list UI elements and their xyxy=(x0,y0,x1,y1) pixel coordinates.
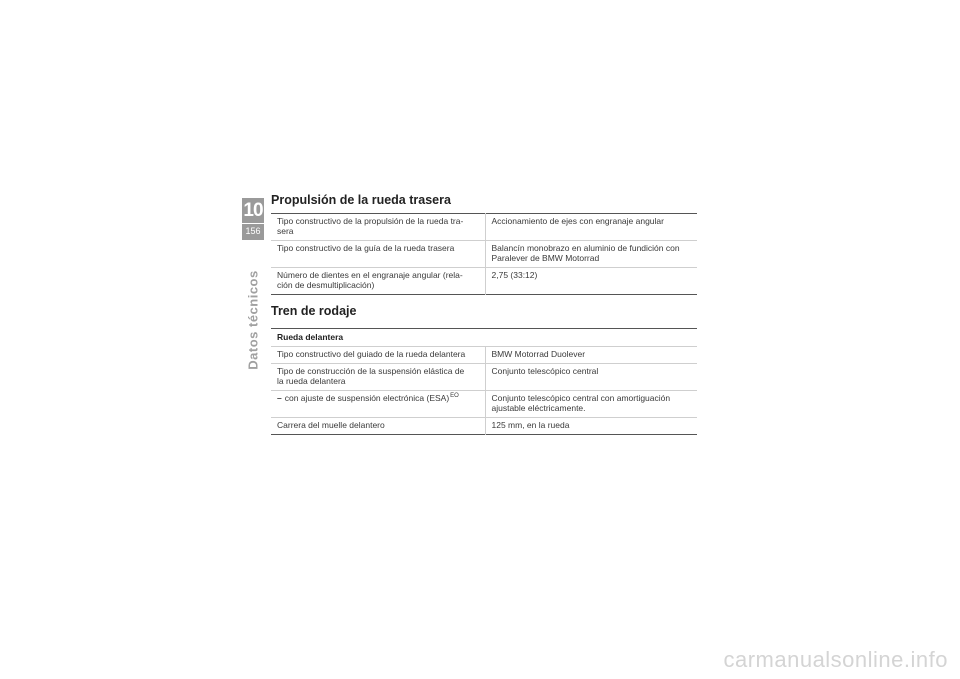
row-label: Número de dientes en el engranaje angular (rela- ción de desmultiplicación) xyxy=(271,268,485,295)
row-value: BMW Motorrad Duolever xyxy=(485,347,697,364)
page-content xyxy=(271,192,697,435)
spec-table-chassis xyxy=(271,328,697,435)
section-title-propulsion: Propulsión de la rueda trasera xyxy=(271,193,451,207)
row-value: Conjunto telescópico central con amortiguación ajustable eléctricamente. xyxy=(485,391,697,418)
row-label: Carrera del muelle delantero xyxy=(271,418,485,435)
table-row xyxy=(271,418,697,435)
row-value: Accionamiento de ejes con engranaje angular xyxy=(485,214,697,241)
table-row xyxy=(271,364,697,391)
watermark: carmanualsonline.info xyxy=(723,647,948,672)
chapter-tab xyxy=(242,198,264,240)
chapter-title: Datos técnicos xyxy=(245,270,261,370)
chapter-divider xyxy=(242,223,264,224)
chapter-number: 10 xyxy=(243,200,263,221)
spec-table-propulsion xyxy=(271,213,697,295)
table-row xyxy=(271,241,697,268)
table-subheading-row xyxy=(271,329,697,347)
row-label-option xyxy=(271,391,485,418)
row-value: 125 mm, en la rueda xyxy=(491,420,570,430)
option-superscript: EO xyxy=(450,393,459,399)
row-label: Tipo constructivo de la guía de la rueda trasera xyxy=(271,241,485,268)
row-label: Tipo de construcción de la suspensión elástica de la rueda delantera xyxy=(271,364,485,391)
dash-bullet: – xyxy=(277,393,282,403)
table-row xyxy=(271,347,697,364)
row-label: Tipo constructivo del guiado de la rueda delantera xyxy=(271,347,485,364)
row-value: 2,75 (33:12) xyxy=(491,270,538,280)
row-label-text: con ajuste de suspensión electrónica (ESA) xyxy=(284,393,450,403)
row-label: Tipo constructivo de la propulsión de la rueda tra- sera xyxy=(271,214,485,241)
row-value: Conjunto telescópico central xyxy=(485,364,697,391)
table-subheading: Rueda delantera xyxy=(271,329,697,347)
page-number: 156 xyxy=(245,226,261,236)
table-row xyxy=(271,214,697,241)
section-title-chassis: Tren de rodaje xyxy=(271,304,357,318)
table-row xyxy=(271,268,697,295)
row-value: Balancín monobrazo en aluminio de fundición con Paralever de BMW Motorrad xyxy=(485,241,697,268)
table-row xyxy=(271,391,697,418)
